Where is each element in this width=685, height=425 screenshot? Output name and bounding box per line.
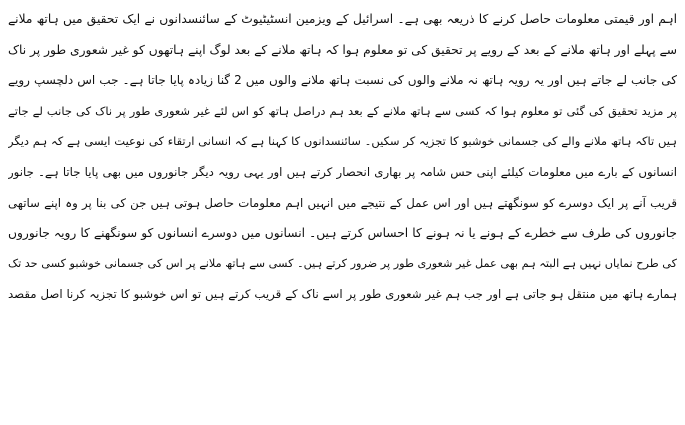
text-line-6: انسانوں کے بارے میں معلومات کیلئے اپنی حس شامہ پر بھاری انحصار کرتے ہیں اور یہی رویہ دیگر جانوروں میں بھی پایا جاتا ہے۔ جانور — [8, 164, 677, 179]
text-line-2: سے پہلے اور ہاتھ ملانے کے بعد کے رویے پر تحقیق کی تو معلوم ہوا کہ ہاتھ ملانے کے بعد لوگ اپنے ہاتھوں کو غیر شعوری طور پر ناک — [8, 42, 677, 57]
text-line-4: پر مزید تحقیق کی گئی تو معلوم ہوا کہ کسی سے ہاتھ ملانے کے بعد ہم دراصل ہاتھ کو اس لئے غیر شعوری طور پر ناک کی جانب لے جاتے — [8, 103, 677, 118]
text-line-7: قریب آنے پر ایک دوسرے کو سونگھتے ہیں اور اس عمل کے نتیجے میں انہیں اہم معلومات حاصل ہوتی ہیں جن کی بنا پر وہ اپنے ساتھی — [8, 195, 677, 210]
text-line-10: ہمارے ہاتھ میں منتقل ہو جاتی ہے اور جب ہم غیر شعوری طور پر اسے ناک کے قریب کرتے ہیں تو اس خوشبو کا تجزیہ کرنا اصل مقصد — [8, 287, 677, 302]
text-line-5: ہیں تاکہ ہاتھ ملانے والے کی جسمانی خوشبو کا تجزیہ کر سکیں۔ سائنسدانوں کا کہنا ہے کہ انسانی ارتقاء کی نوعیت ایسی ہے کہ ہم دیگر — [8, 134, 677, 149]
text-line-3: کی جانب لے جاتے ہیں اور یہ رویہ ہاتھ نہ ملانے والوں کی نسبت ہاتھ ملانے والوں میں 2 گنا زیادہ پایا جاتا ہے۔ جب اس دلچسپ رویے — [8, 73, 677, 88]
text-line-9: کی طرح نمایاں نہیں ہے البتہ ہم بھی عمل غیر شعوری طور پر ضرور کرتے ہیں۔ کسی سے ہاتھ ملانے پر اس کی جسمانی خوشبو کسی حد تک — [8, 256, 677, 270]
text-line-1: اہم اور قیمتی معلومات حاصل کرنے کا ذریعہ بھی ہے۔ اسرائیل کے ویزمین انسٹیٹیوٹ کے سائنسدانوں نے ایک تحقیق میں ہاتھ ملانے — [8, 12, 677, 26]
text-line-8: جانوروں کی طرف سے خطرے کے ہونے یا نہ ہونے کا احساس کرتے ہیں۔ انسانوں میں دوسرے انسانوں کو سونگھنے کا رویہ جانوروں — [8, 226, 677, 241]
